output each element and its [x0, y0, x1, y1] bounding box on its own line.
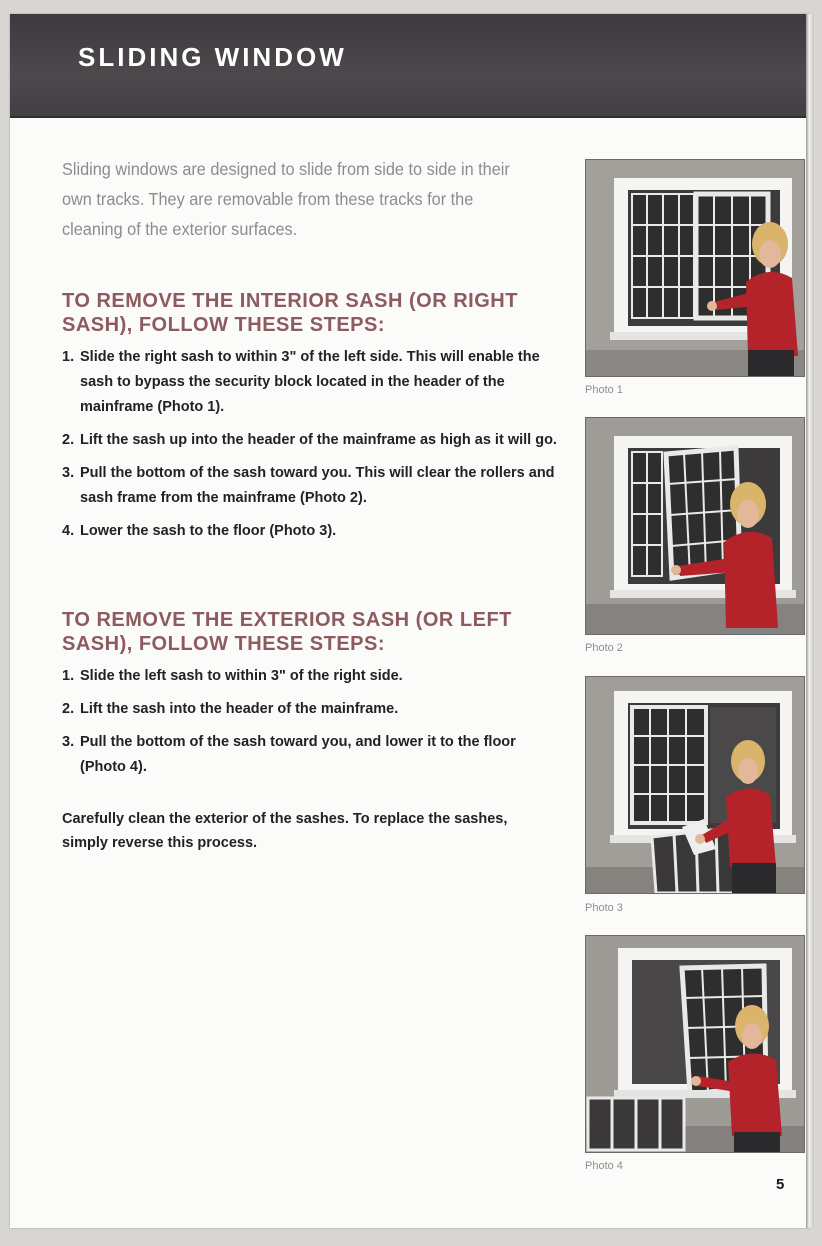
list-item [62, 697, 562, 722]
list-item [62, 664, 562, 689]
intro-paragraph: Sliding windows are designed to slide from side to side in their own tracks. They are removable from these tracks for the cleaning of the exterior surfaces. [62, 159, 510, 239]
step-number: 4. [62, 523, 75, 539]
page-title: SLIDING WINDOW [78, 42, 347, 72]
page-number: 5 [776, 1176, 785, 1193]
step-text: Lift the sash into the header of the mainframe. [80, 701, 399, 717]
step-text: Lower the sash to the floor (Photo 3). [80, 523, 337, 539]
photo-3-caption: Photo 3 [585, 902, 623, 914]
closing-paragraph: Carefully clean the exterior of the sashes. To replace the sashes, simply reverse this process. [62, 811, 508, 851]
step-text: Pull the bottom of the sash toward you, and lower it to the floor (Photo 4). [80, 734, 516, 775]
step-number: 2. [62, 701, 75, 717]
page-edge [806, 14, 814, 1228]
step-text: Lift the sash up into the header of the mainframe as high as it will go. [80, 432, 557, 448]
document-page [10, 14, 810, 1228]
header-bar [10, 14, 810, 118]
photo-2-image [585, 417, 805, 635]
step-text: Slide the right sash to within 3" of the left side. This will enable the sash to bypass the security block located in the header of the mainframe (Photo 1). [80, 349, 540, 415]
list-item [62, 519, 562, 544]
interior-sash-heading: TO REMOVE THE INTERIOR SASH (OR RIGHT SASH), FOLLOW THESE STEPS: [62, 290, 518, 336]
list-item [62, 461, 562, 511]
step-text: Slide the left sash to within 3" of the right side. [80, 668, 403, 684]
interior-steps-list [62, 345, 562, 552]
photo-1-caption: Photo 1 [585, 384, 623, 396]
photo-3-image [585, 676, 805, 894]
photo-1-image [585, 159, 805, 377]
step-number: 1. [62, 668, 75, 684]
photo-4-image [585, 935, 805, 1153]
exterior-sash-heading: TO REMOVE THE EXTERIOR SASH (OR LEFT SASH), FOLLOW THESE STEPS: [62, 609, 512, 655]
step-number: 2. [62, 432, 75, 448]
exterior-steps-list [62, 664, 562, 788]
step-number: 1. [62, 349, 75, 365]
list-item [62, 345, 562, 420]
step-number: 3. [62, 465, 75, 481]
photo-2-caption: Photo 2 [585, 642, 623, 654]
list-item [62, 730, 562, 780]
step-number: 3. [62, 734, 75, 750]
list-item [62, 428, 562, 453]
photo-4-caption: Photo 4 [585, 1160, 623, 1172]
step-text: Pull the bottom of the sash toward you. This will clear the rollers and sash frame from the mainframe (Photo 2). [80, 465, 555, 506]
